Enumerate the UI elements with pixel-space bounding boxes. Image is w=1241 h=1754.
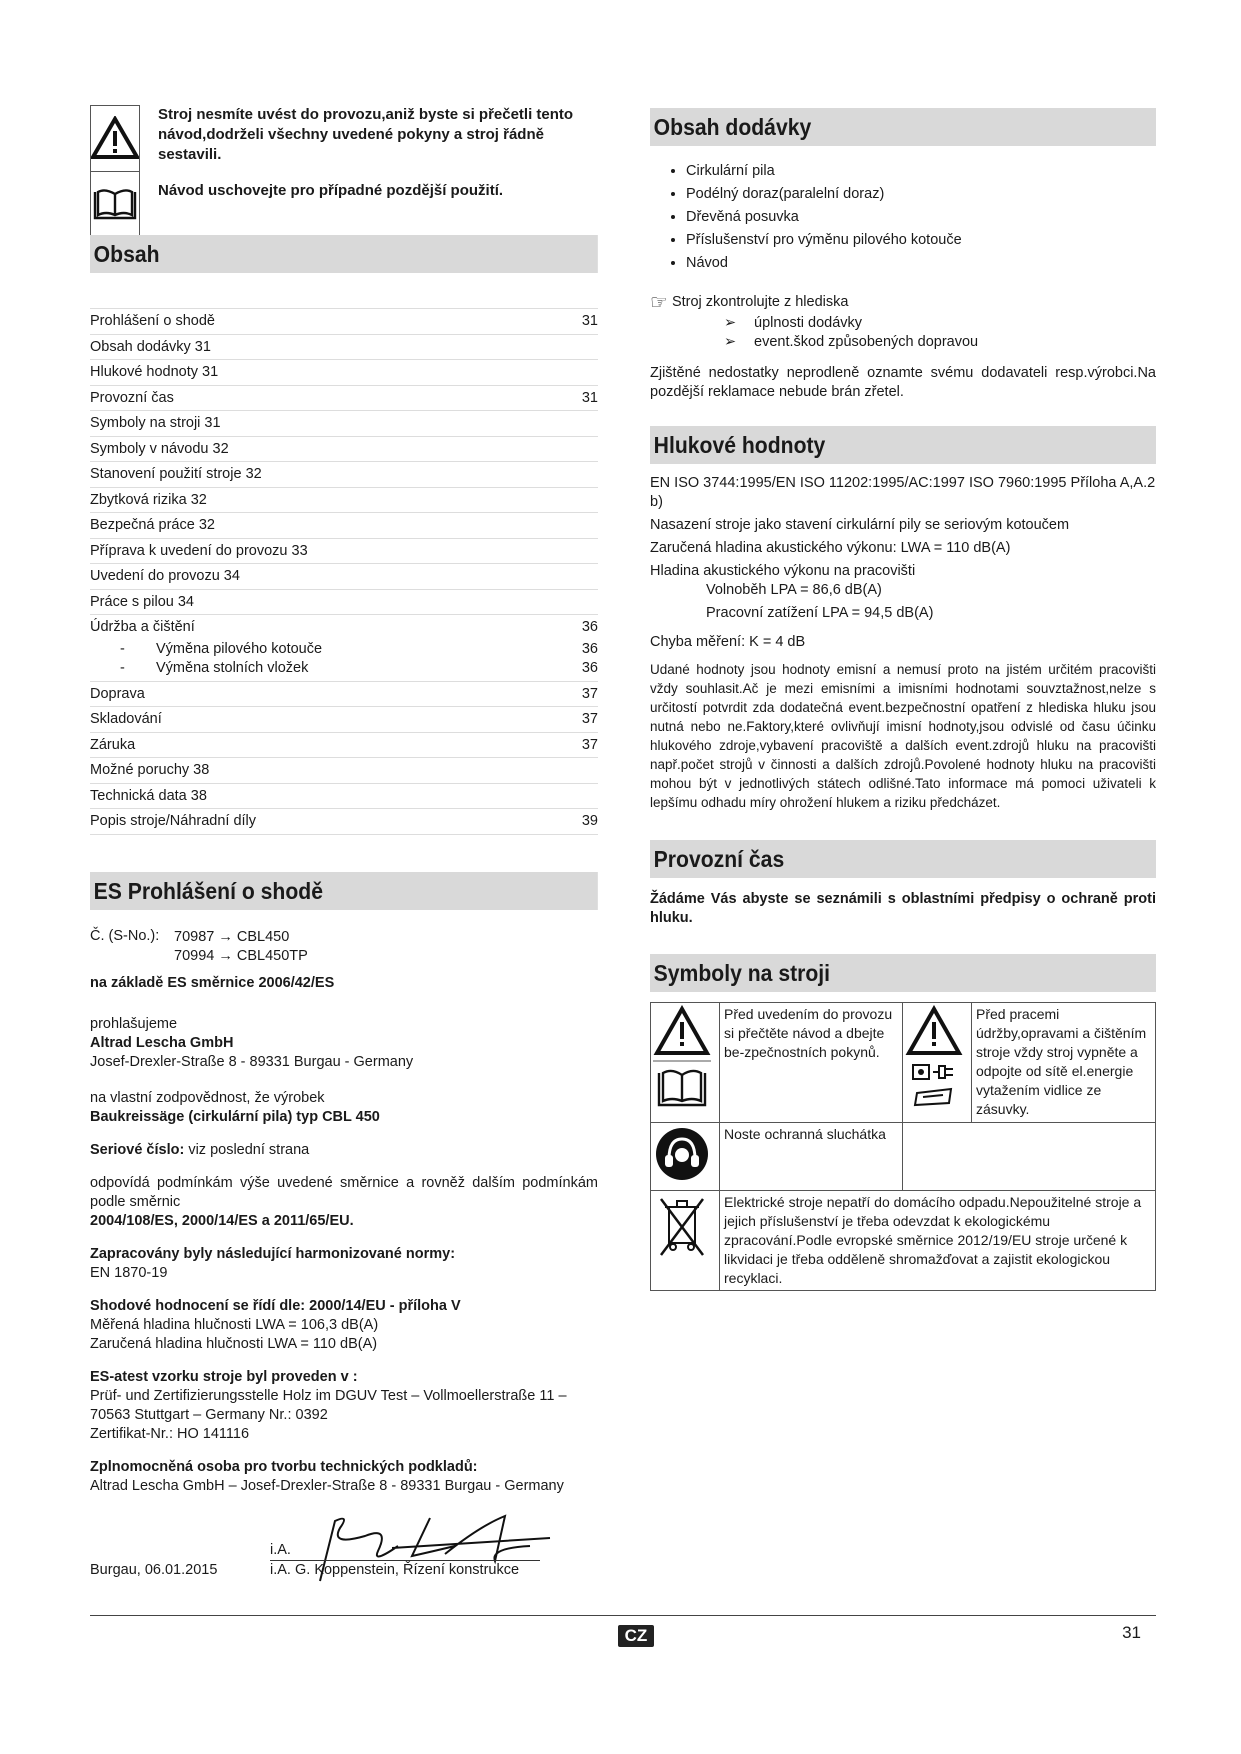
declare: prohlašujeme [90,1015,178,1032]
corresponds: odpovídá podmínkám výše uvedené směrnice a rovněž dalším podmínkám podle směrnic [90,1174,598,1210]
list-item: • Cirkulární pila [686,160,1156,183]
toc-row: Zbytková rizika 32 [90,488,598,514]
toc-row: Technická data 38 [90,784,598,810]
noise-power: Zaručená hladina akustického výkonu: LWA = 110 dB(A) [650,540,1011,556]
table-of-contents [90,308,598,835]
delivery-note: Zjištěné nedostatky neprodleně oznamte svému dodavateli resp.výrobci.Na pozdější reklamace nebude brán zřetel. [650,365,1156,400]
right-column [650,108,1156,1291]
symbols-table [650,1002,1156,1291]
declaration-title: ES Prohlášení o shodě [90,872,598,910]
serial-numbers: Č. (S-No.): 70987 → CBL450 70994 → CBL450TP [90,927,308,964]
place-date: Burgau, 06.01.2015 [90,1561,218,1578]
auth: Altrad Lescha GmbH – Josef-Drexler-Straße 8 - 89331 Burgau - Germany [90,1477,564,1494]
toc-row: Práce s pilou 34 [90,590,598,616]
toc-row: Záruka 37 [90,733,598,759]
toc-row: Popis stroje/Náhradní díly 39 [90,809,598,835]
norms: EN 1870-19 [90,1264,168,1281]
noise-title: Hlukové hodnoty [650,426,1156,464]
toc-row: Provozní čas 31 [90,386,598,412]
list-item: • Dřevěná posuvka [686,206,1156,229]
symbol-icons [903,1003,972,1123]
intro-icon-box [90,105,140,237]
manual-book-icon [91,171,139,237]
warning-unplug-icon [905,1005,963,1115]
serial-line: Seriové číslo: viz poslední strana [90,1141,310,1158]
conformity-label: Shodové hodnocení se řídí dle: 2000/14/EU - příloha V [90,1297,461,1314]
toc-row: Hlukové hodnoty 31 [90,360,598,386]
intro-text [158,105,598,237]
toc-maintenance-group [90,615,598,682]
warning-manual-icon [653,1005,711,1115]
test-line: Prüf- und Zertifizierungsstelle Holz im DGUV Test – Vollmoellerstraße 11 – [90,1387,567,1404]
toc-row: Stanovení použití stroje 32 [90,462,598,488]
intro-block [90,105,598,237]
language-badge: CZ [618,1625,654,1647]
noise-idle: Volnoběh LPA = 86,6 dB(A) [706,582,882,598]
noise-body [650,474,1156,812]
product: Baukreissäge (cirkulární pila) typ CBL 450 [90,1108,380,1125]
company: Altrad Lescha GmbH [90,1034,234,1051]
toc-row: Bezpečná práce 32 [90,513,598,539]
guaranteed-noise: Zaručená hladina hlučnosti LWA = 110 dB(A) [90,1335,378,1352]
noise-text: Udané hodnoty jsou hodnoty emisní a nemusí proto na jistém určitém pracovišti vždy souhlasit.Ač je mezi emisními a imisními hodnotami souvztažnost,nelze s určitostí potvrdit zda dodatečná event.bezpečnostní opatření z hlediska hluku jsou nutná nebo ne.Faktory,které ovlivňují imisní hodnoty,jsou odvislé od času účinku hlukového zdroje,vybavení pracoviště a dalších event.zdrojů hluku na pracovišti např.počet strojů v činnosti a dalších zdrojů.Povolené hodnoty hluku na pracovišti mohou být v jednotlivých státech odlišné.Tato informace má pomoci uživateli k lepšímu odhadu míry ohrožení hlukem a riziku předcházet. [650,662,1156,810]
runtime-title: Provozní čas [650,840,1156,878]
symbol-icons [651,1123,720,1191]
symbol-text: Před pracemi údržby,opravami a čištěním stroje vždy stroj vypněte a odpojte od sítě el.energie vytažením vidlice ze zásuvky. [972,1003,1156,1123]
toc-row: Údržba a čištění 36 [90,619,598,636]
toc-title: Obsah [90,235,598,273]
test-label: ES-atest vzorku stroje byl proveden v : [90,1368,358,1385]
left-column [90,105,598,1582]
test-line: Zertifikat-Nr.: HO 141116 [90,1425,250,1442]
measured-noise: Měřená hladina hlučnosti LWA = 106,3 dB(A) [90,1316,379,1333]
footer-divider [90,1615,1156,1616]
noise-usage: Nasazení stroje jako stavení cirkulární pily se seriovým kotoučem [650,517,1070,533]
warning-icon [91,106,139,171]
toc-row: Možné poruchy 38 [90,758,598,784]
toc-row: Prohlášení o shodě 31 [90,309,598,335]
intro-warning: Stroj nesmíte uvést do provozu,aniž byste si přečetli tento návod,dodrželi všechny uvedené pokyny a stroj řádně sestavili. [158,106,574,163]
pointing-hand-icon: ☞ [650,290,668,314]
responsibility: na vlastní zodpovědnost, že výrobek [90,1089,325,1106]
noise-standard: EN ISO 3744:1995/EN ISO 11202:1995/AC:1997 ISO 7960:1995 Příloha A,A.2 b) [650,475,1156,510]
list-item: • Příslušenství pro výměnu pilového kotouče [686,229,1156,252]
intro-keep: Návod uschovejte pro případné pozdější použití. [158,182,504,199]
toc-row: Symboly na stroji 31 [90,411,598,437]
check-line: ☞ Stroj zkontrolujte z hlediska [650,290,849,314]
check-item: ➢ event.škod způsobených dopravou [724,334,979,350]
symbol-icons [651,1003,720,1123]
page-number: 31 [1122,1623,1141,1642]
toc-row: Příprava k uvedení do provozu 33 [90,539,598,565]
toc-subrow: - Výměna stolních vložek 36 [120,660,598,676]
auth-label: Zplnomocněná osoba pro tvorbu technických podkladů: [90,1458,478,1475]
signatory: i.A. G. Koppenstein, Řízení konstrukce [270,1561,520,1578]
ear-protection-icon [653,1127,711,1181]
delivery-list [650,160,1156,275]
delivery-title: Obsah dodávky [650,108,1156,146]
symbol-icons [651,1191,720,1291]
toc-subrow: - Výměna pilového kotouče 36 [120,641,598,657]
runtime-text: Žádáme Vás abyste se seznámili s oblastními předpisy o ochraně proti hluku. [650,891,1156,926]
waste-bin-crossed-icon [653,1195,711,1259]
toc-row: Symboly v návodu 32 [90,437,598,463]
directive: na základě ES směrnice 2006/42/ES [90,974,335,991]
symbol-text: Elektrické stroje nepatří do domácího odpadu.Nepoužitelné stroje a jejich příslušenství je třeba odevzdat k ekologickému zpracování.Podle evropské směrnice 2012/19/EU stroje určené k likvidaci je třeba odděleně shromažďovat a zajistit ekologickou recyklaci. [720,1191,1156,1291]
toc-row: Uvedení do provozu 34 [90,564,598,590]
list-item: • Návod [686,252,1156,275]
check-item: ➢ úplnosti dodávky [724,315,863,331]
toc-row: Obsah dodávky 31 [90,335,598,361]
signature-area [90,1498,598,1582]
toc-row: Skladování 37 [90,707,598,733]
directives: 2004/108/ES, 2000/14/ES a 2011/65/EU. [90,1212,354,1229]
list-item: • Podélný doraz(paralelní doraz) [686,183,1156,206]
noise-workplace: Hladina akustického výkonu na pracovišti [650,563,916,579]
test-line: 70563 Stuttgart – Germany Nr.: 0392 [90,1406,328,1423]
symbol-text: Před uvedením do provozu si přečtěte návod a dbejte be-zpečnostních pokynů. [720,1003,903,1123]
noise-error: Chyba měření: K = 4 dB [650,634,806,650]
ia-first: i.A. [270,1541,291,1558]
toc-row: Doprava 37 [90,682,598,708]
arrow-icon: ➢ [724,315,737,331]
arrow-icon: ➢ [724,334,737,350]
norms-label: Zapracovány byly následující harmonizované normy: [90,1245,456,1262]
address: Josef-Drexler-Straße 8 - 89331 Burgau - Germany [90,1053,414,1070]
declaration-body [90,928,598,1582]
noise-load: Pracovní zatížení LPA = 94,5 dB(A) [706,605,934,621]
symbol-text: Noste ochranná sluchátka [720,1123,903,1191]
symbols-title: Symboly na stroji [650,954,1156,992]
